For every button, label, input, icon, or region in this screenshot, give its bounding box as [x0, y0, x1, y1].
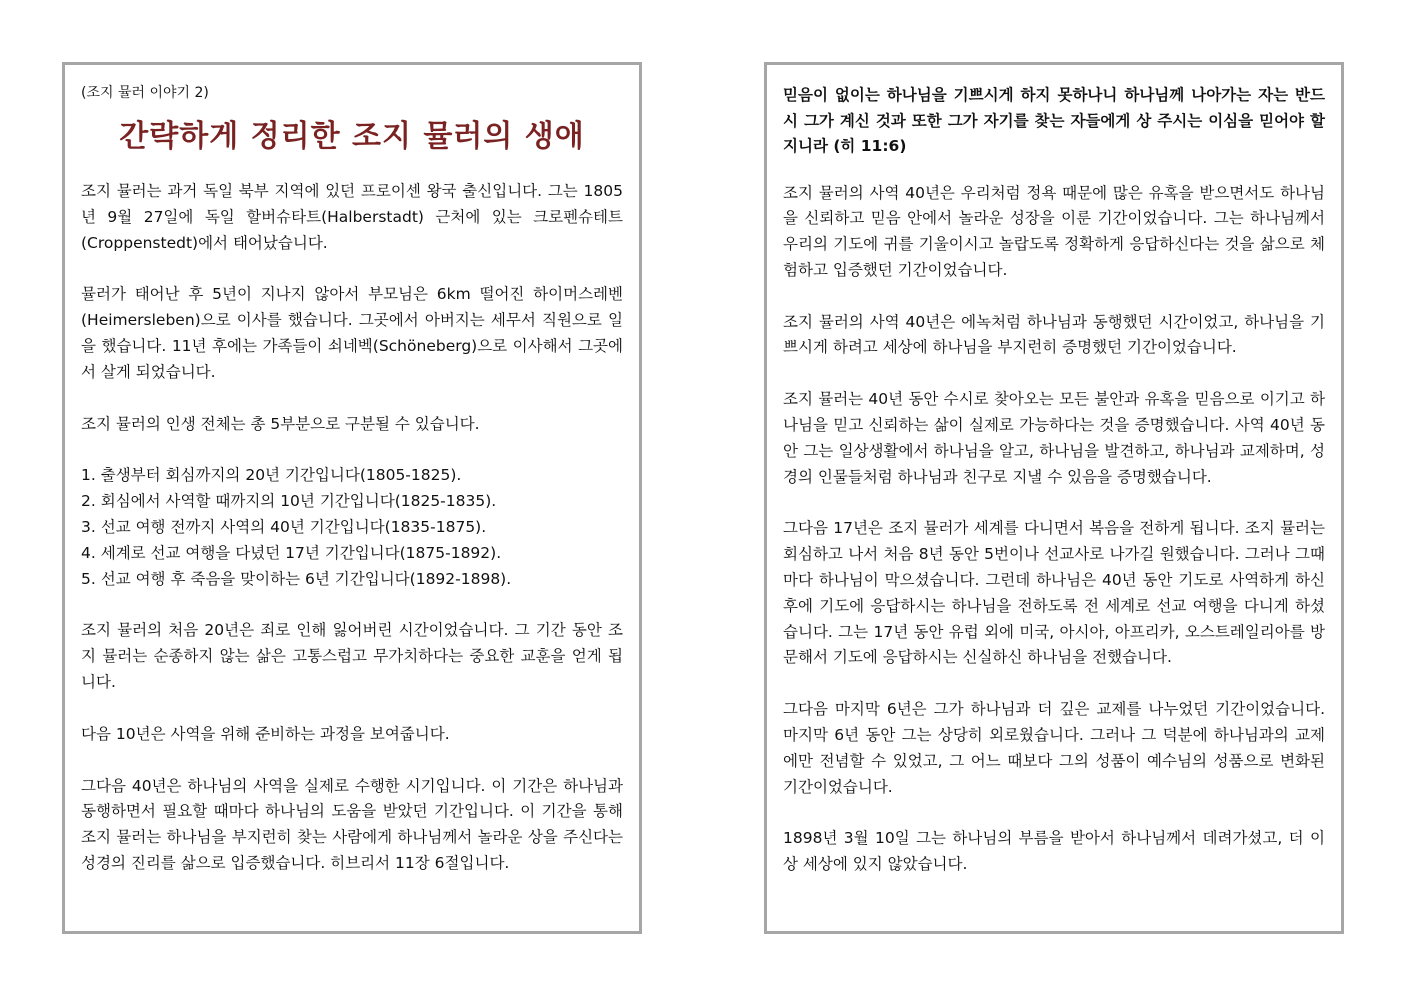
paragraph-next-10-years: 다음 10년은 사역을 위해 준비하는 과정을 보여줍니다. — [81, 724, 450, 743]
paragraph-17-years: 그다음 17년은 조지 뮬러가 세계를 다니면서 복음을 전하게 됩니다. 조지 뮬러는 회심하고 나서 처음 8년 동안 5번이나 선교사로 나가길 원했습니다. 그러나 그때마다 하나님이 막으셨습니다. 그런데 하나님은 40년 동안 기도로 사역하게 하신 후에 기도에 응답하시는 하나님을 전하도록 전 세계로 선교 여행을 다니게 하셨습니다. 그는 17년 동안 유럽 외에 미국, 아시아, 아프리카, 오스트레일리아를 방문해서 기도에 응답하시는 신실하신 하나님을 전했습니다. — [783, 519, 1325, 667]
paragraph-40-years: 그다음 40년은 하나님의 사역을 실제로 수행한 시기입니다. 이 기간은 하나님과 동행하면서 필요할 때마다 하나님의 도움을 받았던 기간입니다. 이 기간을 통해 조지 뮬러는 하나님을 부지런히 찾는 사람에게 하나님께서 놀라운 상을 주신다는 성경의 진리를 삶으로 입증했습니다. 히브리서 11장 6절입니다. — [81, 776, 623, 872]
list-item: 4. 세계로 선교 여행을 다녔던 17년 기간입니다(1875-1892). — [81, 543, 502, 562]
paragraph-first-20-years: 조지 뮬러의 처음 20년은 죄로 인해 잃어버린 시간이었습니다. 그 기간 동안 조지 뮬러는 순종하지 않는 삶은 고통스럽고 무가치하다는 중요한 교훈을 얻게 됩니다. — [81, 621, 623, 691]
list-item: 1. 출생부터 회심까지의 20년 기간입니다(1805-1825). — [81, 466, 462, 485]
paragraph-life-parts: 조지 뮬러의 인생 전체는 총 5부분으로 구분될 수 있습니다. — [81, 414, 480, 433]
paragraph-ministry-enoch: 조지 뮬러의 사역 40년은 에녹처럼 하나님과 동행했던 시간이었고, 하나님을 기쁘시게 하려고 세상에 하나님을 부지런히 증명했던 기간이었습니다. — [783, 312, 1325, 357]
list-item: 5. 선교 여행 후 죽음을 맞이하는 6년 기간입니다(1892-1898). — [81, 569, 512, 588]
paragraph-childhood: 뮬러가 태어난 후 5년이 지나지 않아서 부모님은 6km 떨어진 하이머스레벤(Heimersleben)으로 이사를 했습니다. 그곳에서 아버지는 세무서 직원으로 일을 했습니다. 11년 후에는 가족들이 쇠네벡(Schöneberg)으로 이사해서 그곳에서 살게 되었습니다. — [81, 285, 623, 381]
paragraph-death: 1898년 3월 10일 그는 하나님의 부름을 받아서 하나님께서 데려가셨고, 더 이상 세상에 있지 않았습니다. — [783, 829, 1325, 874]
series-subtitle: (조지 뮬러 이야기 2) — [81, 85, 209, 101]
list-item: 2. 회심에서 사역할 때까지의 10년 기간입니다(1825-1835). — [81, 492, 497, 511]
paragraph-ministry-trust: 조지 뮬러의 사역 40년은 우리처럼 정욕 때문에 많은 유혹을 받으면서도 하나님을 신뢰하고 믿음 안에서 놀라운 성장을 이룬 기간이었습니다. 그는 하나님께서 우리의 기도에 귀를 기울이시고 놀랍도록 정확하게 응답하신다는 것을 삶으로 체험하고 입증했던 기간이었습니다. — [783, 183, 1325, 279]
paragraph-last-6-years: 그다음 마지막 6년은 그가 하나님과 더 깊은 교제를 나누었던 기간이었습니다. 마지막 6년 동안 그는 상당히 외로웠습니다. 그러나 그 덕분에 하나님과의 교제에만 전념할 수 있었고, 그 어느 때보다 그의 성품이 예수님의 성품으로 변화된 기간이었습니다. — [783, 700, 1325, 796]
right-page — [764, 62, 1344, 934]
list-item: 3. 선교 여행 전까지 사역의 40년 기간입니다(1835-1875). — [81, 517, 487, 536]
paragraph-birth: 조지 뮬러는 과거 독일 북부 지역에 있던 프로이센 왕국 출신입니다. 그는 1805년 9월 27일에 독일 할버슈타트(Halberstadt) 근처에 있는 크로펜슈테트(Croppenstedt)에서 태어났습니다. — [81, 182, 623, 252]
paragraph-ministry-proof: 조지 뮬러는 40년 동안 수시로 찾아오는 모든 불안과 유혹을 믿음으로 이기고 하나님을 믿고 신뢰하는 삶이 실제로 가능하다는 것을 증명했습니다. 사역 40년 동안 그는 일상생활에서 하나님을 알고, 하나님을 발견하고, 하나님과 교제하며, 성경의 인물들처럼 하나님과 친구로 지낼 수 있음을 증명했습니다. — [783, 390, 1325, 486]
life-periods-list — [81, 463, 623, 592]
bible-verse: 믿음이 없이는 하나님을 기쁘시게 하지 못하나니 하나님께 나아가는 자는 반드시 그가 계신 것과 또한 그가 자기를 찾는 자들에게 상 주시는 이심을 믿어야 할지니라 (히 11:6) — [783, 86, 1325, 155]
page-title: 간략하게 정리한 조지 뮬러의 생애 — [119, 119, 585, 154]
left-page — [62, 62, 642, 934]
